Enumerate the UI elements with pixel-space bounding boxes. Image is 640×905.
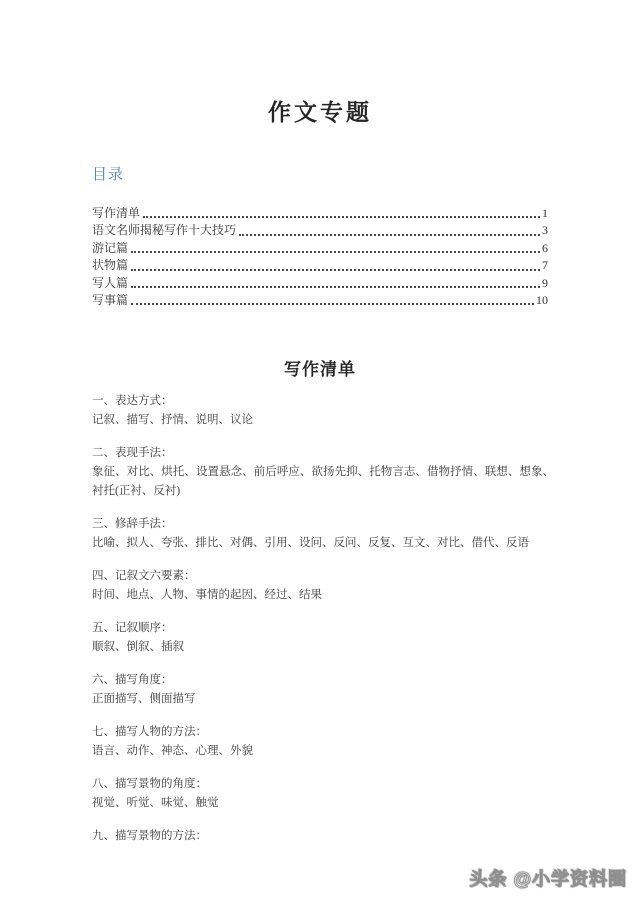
content-group [92, 619, 554, 657]
group-content: 时间、地点、人物、事情的起因、经过、结果 [92, 589, 322, 602]
group-heading: 七、描写人物的方法： [92, 726, 207, 739]
toc-leader-dots [131, 251, 540, 253]
group-heading: 二、表现手法： [92, 447, 173, 460]
toc-entry [92, 222, 548, 239]
content-group [92, 444, 554, 501]
content-group [92, 723, 554, 761]
group-heading: 一、表达方式： [92, 395, 173, 408]
toc-page-number: 9 [542, 275, 548, 290]
toc-entry [92, 205, 548, 222]
content-group [92, 515, 554, 553]
toc-entry-label: 游记篇 [92, 240, 129, 255]
toc-entry [92, 257, 548, 274]
group-content: 顺叙、倒叙、插叙 [92, 641, 184, 654]
content-group [92, 827, 554, 846]
group-content: 象征、对比、烘托、设置悬念、前后呼应、欲扬先抑、托物言志、借物抒情、联想、想象、衬托(正衬、反衬) [92, 466, 554, 498]
table-of-contents [92, 205, 548, 309]
group-heading: 四、记叙文六要素： [92, 570, 196, 583]
toc-heading: 目录 [92, 167, 125, 183]
toc-entry-label: 语文名师揭秘写作十大技巧 [92, 223, 237, 238]
group-content: 比喻、拟人、夸张、排比、对偶、引用、设问、反问、反复、互文、对比、借代、反语 [92, 537, 529, 550]
content-group [92, 775, 554, 813]
group-heading: 九、描写景物的方法： [92, 830, 207, 843]
toc-entry [92, 240, 548, 257]
toc-page-number: 1 [542, 206, 548, 220]
toc-leader-dots [239, 234, 540, 236]
group-heading: 六、描写角度： [92, 674, 173, 687]
toc-leader-dots [131, 286, 540, 288]
group-heading: 五、记叙顺序： [92, 622, 173, 635]
toc-entry-label: 写人篇 [92, 275, 129, 290]
toc-page-number: 10 [536, 293, 548, 308]
watermark: 头条 @小学资料圈 [469, 869, 627, 889]
toc-page-number: 7 [542, 258, 548, 273]
group-content: 正面描写、侧面描写 [92, 693, 196, 706]
toc-leader-dots [131, 303, 534, 305]
toc-leader-dots [143, 216, 540, 218]
group-content: 语言、动作、神态、心理、外貌 [92, 745, 253, 758]
section-body [92, 392, 554, 846]
toc-entry-label: 状物篇 [92, 258, 129, 273]
content-group [92, 392, 554, 430]
group-content: 记叙、描写、抒情、说明、议论 [92, 414, 253, 427]
group-heading: 八、描写景物的角度： [92, 778, 207, 791]
document-title: 作文专题 [268, 100, 372, 125]
toc-page-number: 3 [542, 223, 548, 238]
toc-entry-label: 写作清单 [92, 206, 141, 220]
toc-entry [92, 292, 548, 309]
group-content: 视觉、听觉、味觉、触觉 [92, 797, 219, 810]
toc-page-number: 6 [542, 240, 548, 255]
toc-leader-dots [131, 269, 540, 271]
content-group [92, 567, 554, 605]
toc-entry-label: 写事篇 [92, 293, 129, 308]
group-heading: 三、修辞手法： [92, 518, 173, 531]
content-group [92, 671, 554, 709]
toc-entry [92, 275, 548, 292]
section-heading: 写作清单 [284, 360, 356, 380]
